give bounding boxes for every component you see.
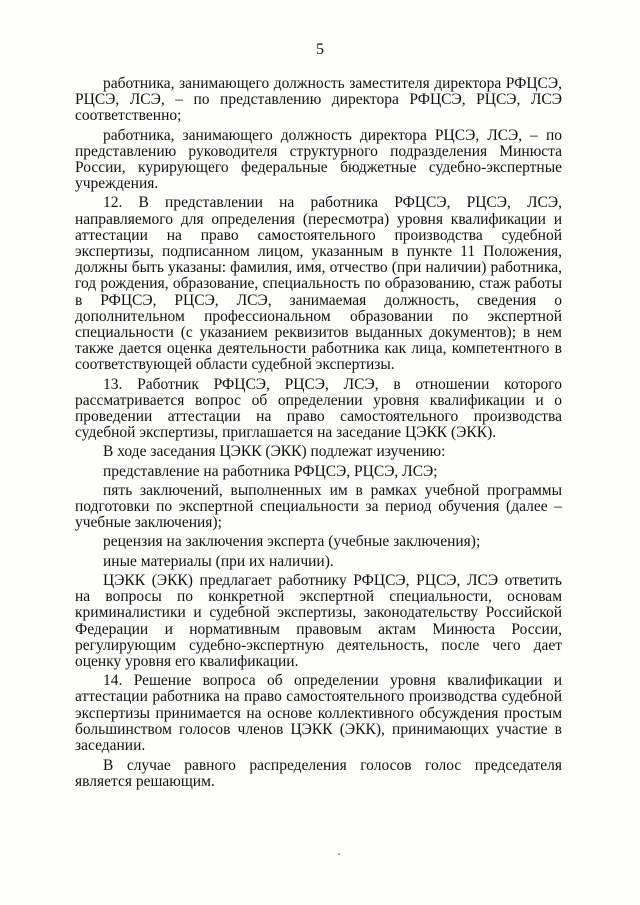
paragraph-12: 12. В представлении на работника РФЦСЭ, РЦСЭ, ЛСЭ, направляемого для определения (пересмотра) уровня квалификации и аттестации на право самостоятельного производства судебной экспертизы, подписанном лицом, указанным в пункте 11 Положения, должны быть указаны: фамилия, имя, отчество (при наличии) работника, год рождения, образование, специальность по образованию, стаж работы в РФЦСЭ, РЦСЭ, ЛСЭ, занимаемая должность, сведения о дополнительном профессиональном образовании по экспертной специальности (с указанием реквизитов выданных документов); в нем также дается оценка деятельности работника как лица, компетентного в соответствующей области судебной экспертизы. <box>75 194 562 374</box>
list-item-submission: представление на работника РФЦСЭ, РЦСЭ, ЛСЭ; <box>103 462 438 480</box>
paragraph-questions: ЦЭКК (ЭКК) предлагает работнику РФЦСЭ, РЦСЭ, ЛСЭ ответить на вопросы по конкретной экспертной специальности, основам криминалистики и судебной экспертизы, законодательству Российской Федерации и нормативным правовым актам Минюста России, регулирующим судебно-экспертную деятельность, после чего дает оценку уровня его квалификации. <box>75 571 562 670</box>
page-number: 5 <box>316 41 324 58</box>
list-item-review: рецензия на заключения эксперта (учебные заключения); <box>103 533 481 551</box>
paragraph-14: 14. Решение вопроса об определении уровня квалификации и аттестации работника на право самостоятельного производства судебной экспертизы принимается на основе коллективного обсуждения простым большинством голосов членов ЦЭКК (ЭКК), принимающих участие в заседании. <box>75 672 562 754</box>
list-item-five-conclusions: пять заключений, выполненных им в рамках учебной программы подготовки по экспертной специальности за период обучения (далее – учебные заключения); <box>75 481 562 532</box>
list-item-other-materials: иные материалы (при их наличии). <box>103 552 334 570</box>
document-body <box>75 76 562 794</box>
paragraph-tie-vote: В случае равного распределения голосов голос председателя является решающим. <box>75 757 562 791</box>
paragraph-director: работника, занимающего должность директора РЦСЭ, ЛСЭ, – по представлению руководителя структурного подразделения Минюста России, курирующего федеральные бюджетные судебно-экспертные учреждения. <box>75 126 562 193</box>
paragraph-13: 13. Работник РФЦСЭ, РЦСЭ, ЛСЭ, в отношении которого рассматривается вопрос об определении уровня квалификации и о проведении аттестации на право самостоятельного производства судебной экспертизы, приглашается на заседание ЦЭКК (ЭКК). <box>75 375 562 442</box>
scan-speck <box>338 853 340 855</box>
paragraph-meeting-intro: В ходе заседания ЦЭКК (ЭКК) подлежат изучению: <box>103 443 446 461</box>
paragraph-deputy-director: работника, занимающего должность заместителя директора РФЦСЭ, РЦСЭ, ЛСЭ, – по представлению директора РФЦСЭ, РЦСЭ, ЛСЭ соответственно; <box>75 75 562 125</box>
